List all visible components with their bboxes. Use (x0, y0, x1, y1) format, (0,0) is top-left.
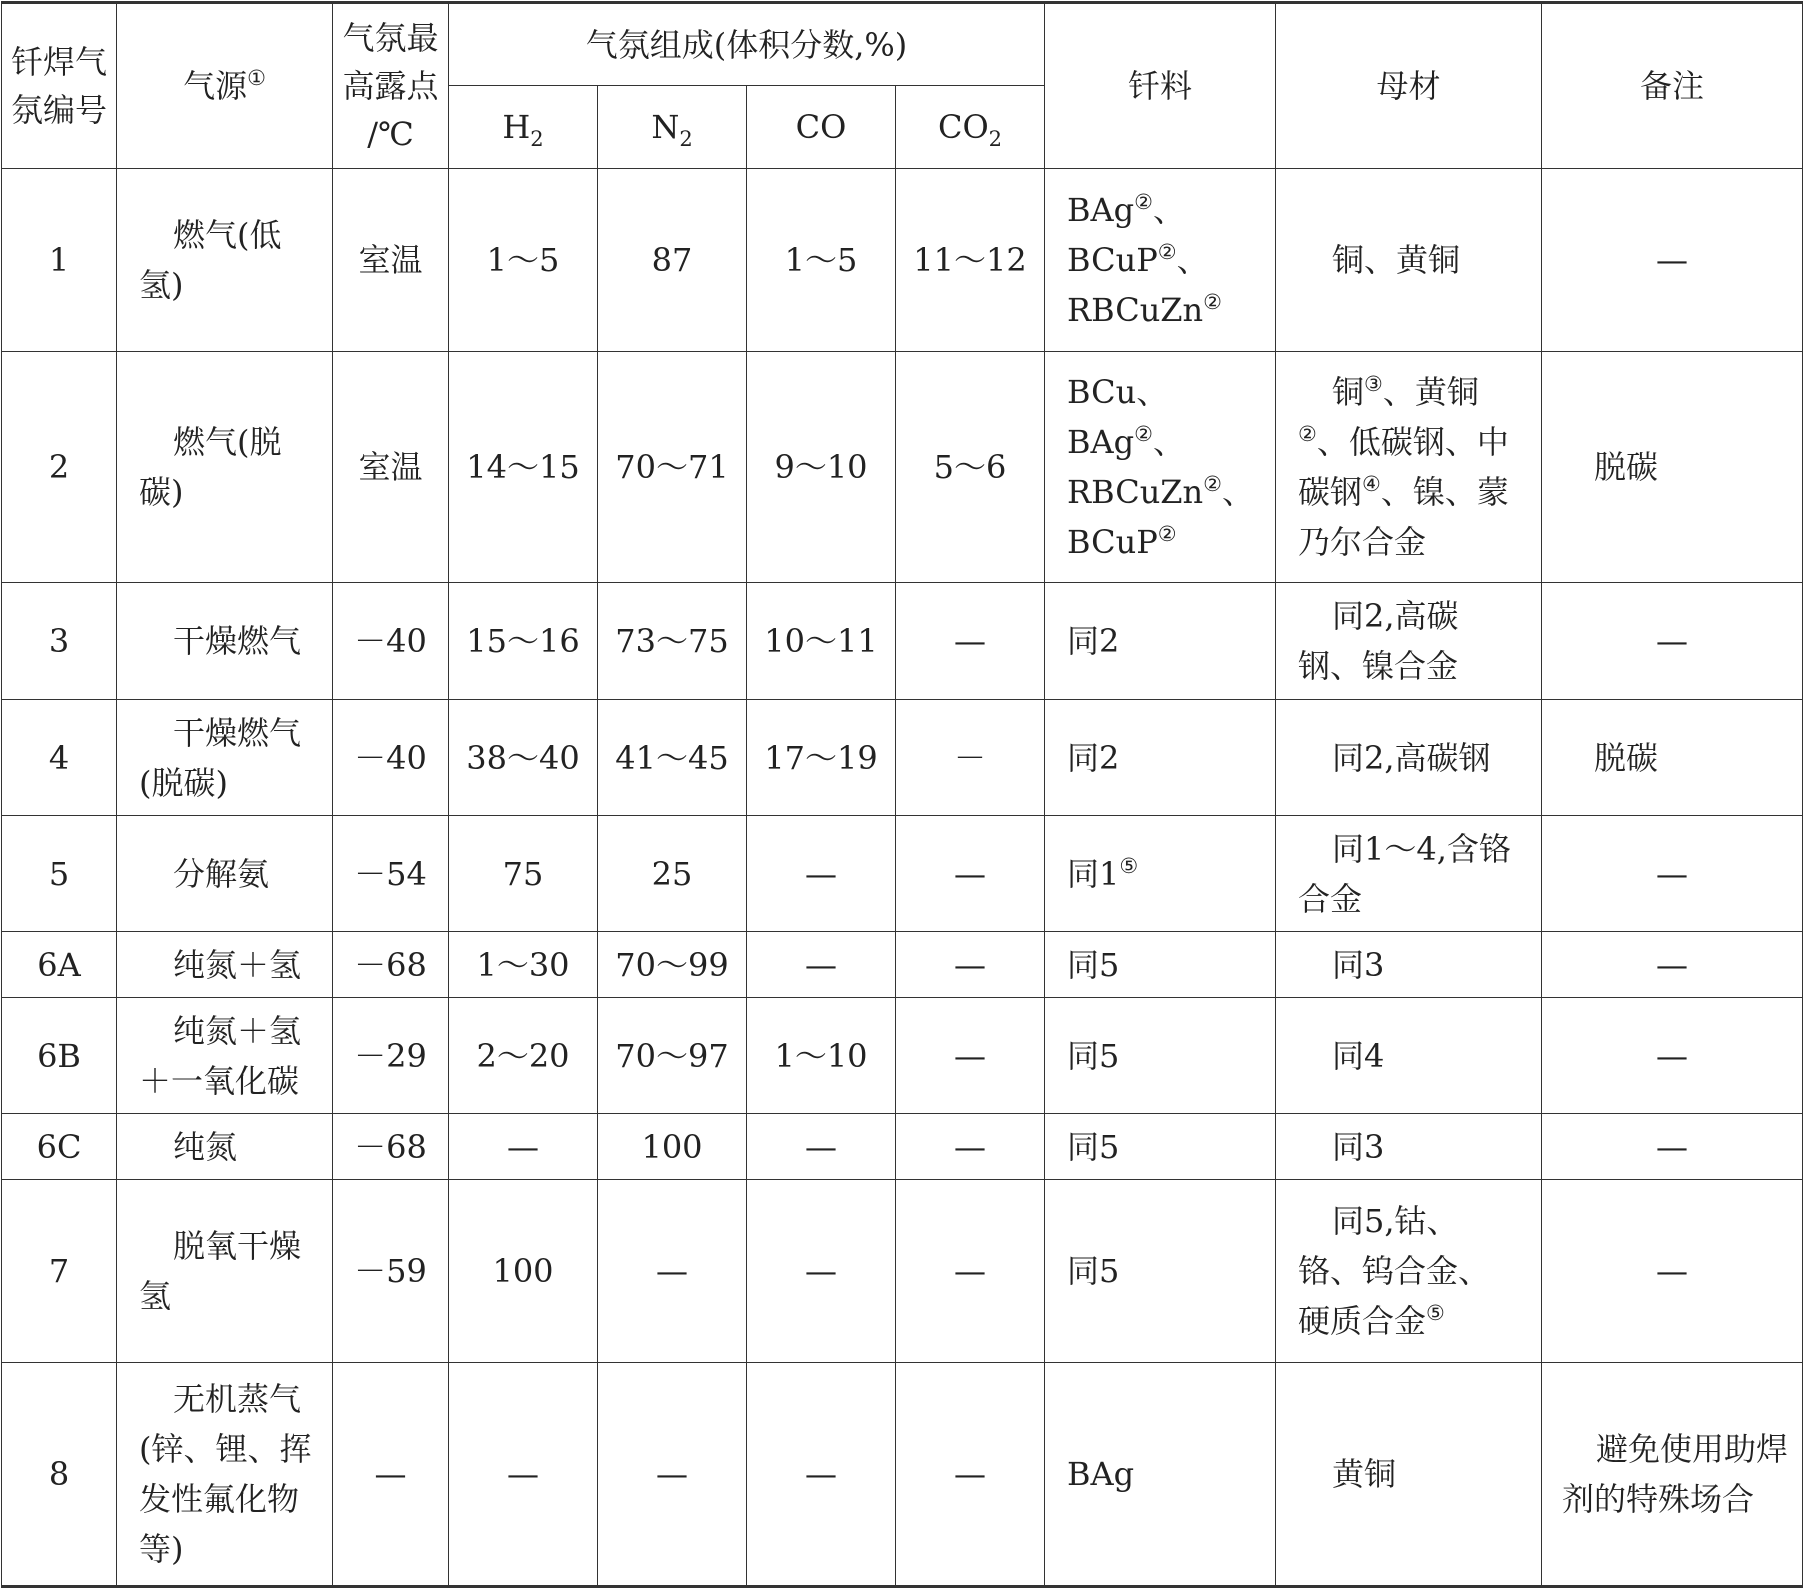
cell-h2: 15～16 (449, 583, 598, 700)
filler-text: RBCuZn (1067, 291, 1204, 329)
filler-text: BCuP (1067, 241, 1158, 279)
footnote-mark: ⑤ (1119, 853, 1139, 878)
cell-dew-point: －29 (333, 998, 449, 1114)
header-row (2, 3, 1803, 86)
cell-filler (1045, 169, 1276, 352)
filler-text: BAg (1067, 191, 1135, 229)
cell-number: 3 (2, 583, 117, 700)
cell-number: 6B (2, 998, 117, 1114)
header-base-metal: 母材 (1276, 3, 1542, 169)
cell-filler (1045, 816, 1276, 932)
header-co2-text: CO (937, 108, 989, 146)
header-filler: 钎料 (1045, 3, 1276, 169)
cell-n2: — (598, 1363, 747, 1587)
cell-source: 纯氮＋氢 (117, 932, 333, 998)
cell-n2: 87 (598, 169, 747, 352)
cell-n2: 70～71 (598, 352, 747, 583)
footnote-mark: ② (1157, 522, 1177, 546)
cell-filler: 同5 (1045, 1180, 1276, 1363)
header-number-line2: 氛编号 (10, 91, 107, 129)
cell-source: 纯氮＋氢＋一氧化碳 (117, 998, 333, 1114)
filler-text: BCuP (1067, 523, 1158, 561)
table-row (2, 352, 1803, 583)
header-h2-sub: 2 (530, 127, 544, 151)
cell-co: 10～11 (747, 583, 896, 700)
header-co2 (896, 86, 1045, 169)
cell-dew-point: －59 (333, 1180, 449, 1363)
cell-number: 4 (2, 700, 117, 816)
cell-remark: 脱碳 (1542, 352, 1803, 583)
cell-base-metal: 同4 (1276, 998, 1542, 1114)
header-co2-sub: 2 (988, 127, 1003, 151)
cell-dew-point: －68 (333, 932, 449, 998)
header-dew-line3: /℃ (367, 115, 414, 153)
cell-co: — (747, 1114, 896, 1180)
header-dew-point (333, 3, 449, 169)
filler-sep: 、 (1152, 191, 1185, 229)
cell-h2: 1～5 (449, 169, 598, 352)
header-number-line1: 钎焊气 (10, 43, 107, 81)
footnote-mark: ② (1134, 422, 1153, 446)
cell-co2: 11～12 (896, 169, 1045, 352)
cell-remark: — (1542, 932, 1803, 998)
header-n2 (598, 86, 747, 169)
cell-co: — (747, 932, 896, 998)
filler-text: 同1 (1067, 854, 1120, 893)
cell-source: 无机蒸气(锌、锂、挥发性氟化物等) (117, 1363, 333, 1587)
cell-dew-point: －68 (333, 1114, 449, 1180)
cell-co2: — (896, 816, 1045, 932)
cell-dew-point: 室温 (333, 352, 449, 583)
header-source (117, 3, 333, 169)
cell-co2: — (896, 932, 1045, 998)
cell-dew-point: －40 (333, 700, 449, 816)
cell-co2: — (896, 583, 1045, 700)
table-row (2, 1180, 1803, 1363)
footnote-mark: ④ (1362, 472, 1381, 496)
cell-base-metal: 黄铜 (1276, 1363, 1542, 1587)
table-row (2, 169, 1803, 352)
cell-number: 2 (2, 352, 117, 583)
header-dew-line1: 气氛最 (342, 19, 439, 57)
cell-source: 干燥燃气 (117, 583, 333, 700)
footnote-mark: ⑤ (1426, 1301, 1445, 1325)
cell-remark: — (1542, 1180, 1803, 1363)
cell-number: 6A (2, 932, 117, 998)
footnote-mark: ② (1203, 290, 1222, 314)
cell-filler (1045, 352, 1276, 583)
cell-h2: 75 (449, 816, 598, 932)
filler-sep: 、 (1221, 473, 1254, 511)
cell-dew-point: －40 (333, 583, 449, 700)
base-text: 、镍、蒙乃尔合金 (1298, 473, 1509, 561)
cell-h2: — (449, 1363, 598, 1587)
cell-h2: 2～20 (449, 998, 598, 1114)
cell-remark: 脱碳 (1542, 700, 1803, 816)
cell-n2: 70～97 (598, 998, 747, 1114)
cell-n2: 73～75 (598, 583, 747, 700)
filler-sep: 、 (1176, 241, 1209, 279)
cell-co: 1～5 (747, 169, 896, 352)
base-text: 铜 (1332, 373, 1365, 411)
table-row (2, 816, 1803, 932)
table-row (2, 932, 1803, 998)
cell-base-metal: 同3 (1276, 1114, 1542, 1180)
cell-dew-point: －54 (333, 816, 449, 932)
cell-n2: 25 (598, 816, 747, 932)
cell-h2: 14～15 (449, 352, 598, 583)
cell-remark: — (1542, 1114, 1803, 1180)
header-co: CO (747, 86, 896, 169)
cell-base-metal: 同2,高碳钢、镍合金 (1276, 583, 1542, 700)
cell-n2: 100 (598, 1114, 747, 1180)
cell-co2: — (896, 1363, 1045, 1587)
cell-filler: 同2 (1045, 583, 1276, 700)
header-remark: 备注 (1542, 3, 1803, 169)
header-source-text: 气源 (183, 67, 248, 105)
header-h2-text: H (502, 108, 531, 146)
table-row (2, 1114, 1803, 1180)
cell-h2: — (449, 1114, 598, 1180)
footnote-mark: ② (1134, 190, 1153, 214)
cell-base-metal (1276, 352, 1542, 583)
brazing-atmosphere-table (1, 1, 1803, 1588)
cell-n2: 41～45 (598, 700, 747, 816)
cell-co2: － (896, 700, 1045, 816)
footnote-mark: ② (1298, 422, 1317, 446)
cell-h2: 100 (449, 1180, 598, 1363)
cell-filler: 同5 (1045, 1114, 1276, 1180)
header-n2-text: N (651, 108, 680, 146)
table-row (2, 998, 1803, 1114)
footnote-mark: ③ (1364, 372, 1383, 396)
header-n2-sub: 2 (679, 127, 693, 151)
filler-text: BCu、BAg (1067, 373, 1169, 461)
footnote-mark: ① (247, 66, 266, 90)
cell-co2: — (896, 1114, 1045, 1180)
cell-number: 1 (2, 169, 117, 352)
cell-co2: 5～6 (896, 352, 1045, 583)
cell-co: — (747, 1363, 896, 1587)
table-row (2, 583, 1803, 700)
cell-filler: BAg (1045, 1363, 1276, 1587)
cell-co: — (747, 816, 896, 932)
cell-number: 8 (2, 1363, 117, 1587)
header-h2 (449, 86, 598, 169)
base-text: 同5,钴、铬、钨合金、硬质合金 (1298, 1202, 1491, 1340)
cell-dew-point: — (333, 1363, 449, 1587)
cell-base-metal: 铜、黄铜 (1276, 169, 1542, 352)
base-text: 、黄铜 (1382, 373, 1479, 411)
cell-filler: 同5 (1045, 932, 1276, 998)
footnote-mark: ② (1203, 472, 1222, 496)
cell-remark: 避免使用助焊剂的特殊场合 (1542, 1363, 1803, 1587)
cell-source: 干燥燃气(脱碳) (117, 700, 333, 816)
cell-filler: 同2 (1045, 700, 1276, 816)
cell-base-metal: 同3 (1276, 932, 1542, 998)
cell-remark: — (1542, 169, 1803, 352)
base-text: 、低碳钢、中碳钢 (1298, 423, 1509, 511)
cell-number: 6C (2, 1114, 117, 1180)
cell-co: 1～10 (747, 998, 896, 1114)
cell-source: 燃气(脱碳) (117, 352, 333, 583)
cell-number: 5 (2, 816, 117, 932)
cell-co2: — (896, 1180, 1045, 1363)
header-composition: 气氛组成(体积分数,%) (449, 3, 1045, 86)
cell-remark: — (1542, 583, 1803, 700)
cell-source: 纯氮 (117, 1114, 333, 1180)
cell-number: 7 (2, 1180, 117, 1363)
cell-source: 脱氧干燥氢 (117, 1180, 333, 1363)
cell-co: 9～10 (747, 352, 896, 583)
cell-remark: — (1542, 816, 1803, 932)
filler-sep: 、 (1152, 423, 1185, 461)
cell-n2: 70～99 (598, 932, 747, 998)
cell-h2: 1～30 (449, 932, 598, 998)
cell-h2: 38～40 (449, 700, 598, 816)
filler-text: RBCuZn (1067, 473, 1204, 511)
table-row (2, 1363, 1803, 1587)
cell-remark: — (1542, 998, 1803, 1114)
cell-dew-point: 室温 (333, 169, 449, 352)
table-row (2, 700, 1803, 816)
header-dew-line2: 高露点 (342, 67, 439, 105)
cell-filler: 同5 (1045, 998, 1276, 1114)
cell-base-metal (1276, 1180, 1542, 1363)
header-number (2, 3, 117, 169)
cell-co: 17～19 (747, 700, 896, 816)
cell-n2: — (598, 1180, 747, 1363)
cell-co2: — (896, 998, 1045, 1114)
cell-source: 燃气(低氢) (117, 169, 333, 352)
footnote-mark: ② (1157, 240, 1177, 264)
cell-base-metal: 同1～4,含铬合金 (1276, 816, 1542, 932)
cell-source: 分解氨 (117, 816, 333, 932)
cell-co: — (747, 1180, 896, 1363)
cell-base-metal: 同2,高碳钢 (1276, 700, 1542, 816)
